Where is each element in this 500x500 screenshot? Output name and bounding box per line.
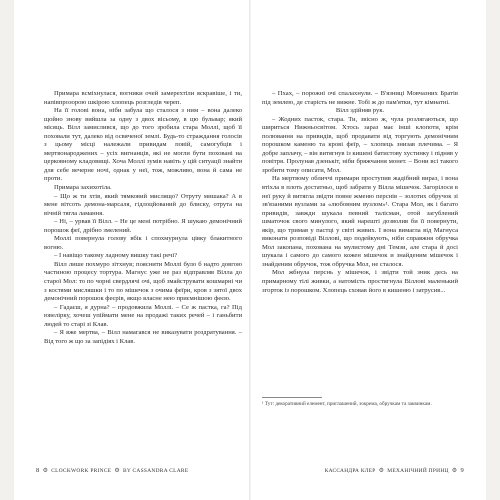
paragraph: Мол жбнула перснь у мішечок, і звідти той зник десь на примарному тілі живки, а натомість простягнула Віллові маленький згорток із порошком. Хлопець сховав його в кишеню і затрусив... <box>262 269 458 294</box>
page-number: 8 <box>36 467 40 474</box>
paragraph: На мертвому обличчі примари проступив жадібний вираз, і вона втіхла в плоть достатньо, щоб забрати у Вілла мішечок. Загорілося в неї руку й витягла звідти повне жменю перснів – золотих обручок зі зв'язаними вузлами за «любовним вузлом»¹. Стара Мол, як і багато привидів, завжди шукала певний талісман, отой загублений шматочок свого минулого, який нарешті дозволив би її повернути, якір, що тримав у пастці у світі живих. І вона вимагла від Магнуса виконати розповіді Віллові, що подейкують, ніби справжня обручка Мол закопана, похована на мулистому дні Темзи, але стара й досі шукала і самого до самого кожен мішечок и знайденим мішечок і знайденим обручок, тож обручка Мол, не сталося. <box>262 175 458 268</box>
paragraph: – Жодних пасток, стара. Ти, звісно ж, чула розлягаються, що шириться Нижньосвітом. Хтось зараз має інші клопоти, крім полювання на привидів, щоб продавати від торгують демонічним порошком каменю та крові феїр, – хлопець знизав плечима. – Я добре заплачу, – він витягнув із кишені батистову хустинку і підняв у повітря. Пролунав дзенькіт, ніби бряжчання монет. – Вони всі такого зробити тому описати, Мол. <box>262 115 458 174</box>
book-spread <box>14 0 486 500</box>
paragraph: – Пхах, – порожні очі спалахнули. – В'язниці Мовчазних Братів під землею, де старість не вижне. Тобі ж до пам'ятки, тут кімнатні. <box>262 90 458 106</box>
left-running-footer <box>36 467 188 474</box>
paragraph: Примара всміхнулася, вогники очей замерехтіли яскравіше, і ти, напівпрозорою шкірою хлопець розгледів череп. <box>44 90 242 106</box>
right-page <box>250 0 486 500</box>
left-page-body <box>44 90 242 346</box>
paragraph: Вілл лише похмуро зітхнув; пояснити Моллі було б надто довгою частиною процесу тортура. Магнус уже не раз відправляв Вілла до старої Мол: то по чорні свердлячі очі, щоб змайструвати кошмарні чи з костями мисляшки і то по мішечок з очима феїри, кров з зятої двох демонічний порошок феєрів, якщо власне нею приємнішою феєю. <box>44 260 242 303</box>
running-author: BY CASSANDRA CLARE <box>123 467 189 474</box>
right-running-footer <box>325 467 464 474</box>
gear-icon: ⚙ <box>42 468 49 474</box>
footnote <box>262 397 458 407</box>
paragraph: – Гадаєш, я дурна? – продовжила Моллі. – Се ж пастка, га? Під ювелірку, хочеш упіймати мене на продажі таких речей – і ганьбити людей то старі зі Клав. <box>44 303 242 328</box>
paragraph: Примара захихотіла. <box>54 184 112 192</box>
left-page <box>14 0 250 500</box>
paragraph: – Що ж ти хтів, який тямковий мислящо? Отруту мишака? А в мене вітсоть демона-марсаля, гідлоцйований до блиску, отрута на вічній тягла ламання. <box>44 192 242 217</box>
gear-icon: ⚙ <box>451 468 458 474</box>
paragraph: – Я вже мертва, – Вілл намагався не виказувати роздратування. – Від того ж що за запідіях і Клав. <box>44 329 242 345</box>
paragraph: На її голові вона, ніби забула що сталося з ним – вона далеко щойно знову вийшла за одну з двох вісьому, в цю бульвар; який місяць. Вілл замислився, що до того зробила стара Моллі, щоб її поховали тут, далеко від освяченої землі. Будь-то страждання голосів з цьому місці належали привидам повій, самогубців і мертвонароджених – усіх вигнанців, які не могли бути поховані на церковному кладовищі. Хоча Моллі зумів навіть у цій ситуації знайти для себе вечерне ночі, однак у неї, тож, можливо, вона й сама не проти. <box>44 107 242 183</box>
running-title: МЕХАНІЧНИЙ ПРИНЦ <box>387 467 449 474</box>
page-number: 9 <box>460 467 464 474</box>
footnote-rule <box>262 397 322 398</box>
paragraph: Вілл здійняв рук. <box>335 107 385 115</box>
running-title: CLOCKWORK PRINCE <box>51 467 112 474</box>
paragraph: – І навіщо такому ладному вишку такі речі? <box>54 252 178 260</box>
paragraph: – Ні, – урвав її Вілл. – Не це мені потрібно. Я шукаю демонічний порошок феї, дрібно змелений. <box>44 218 242 234</box>
gear-icon: ⚙ <box>378 468 385 474</box>
paragraph: Моллі повернула голову вбік і спохмурнула цівку блакитного вогню. <box>44 235 242 251</box>
right-page-body <box>262 90 458 295</box>
footnote-text: ¹ Тут: декоративний елемент, приглашений, зокрема, обручкам та заквинкам. <box>262 400 432 407</box>
gear-icon: ⚙ <box>114 468 120 474</box>
running-author: КАССАНДРА КЛЕР <box>324 467 376 474</box>
